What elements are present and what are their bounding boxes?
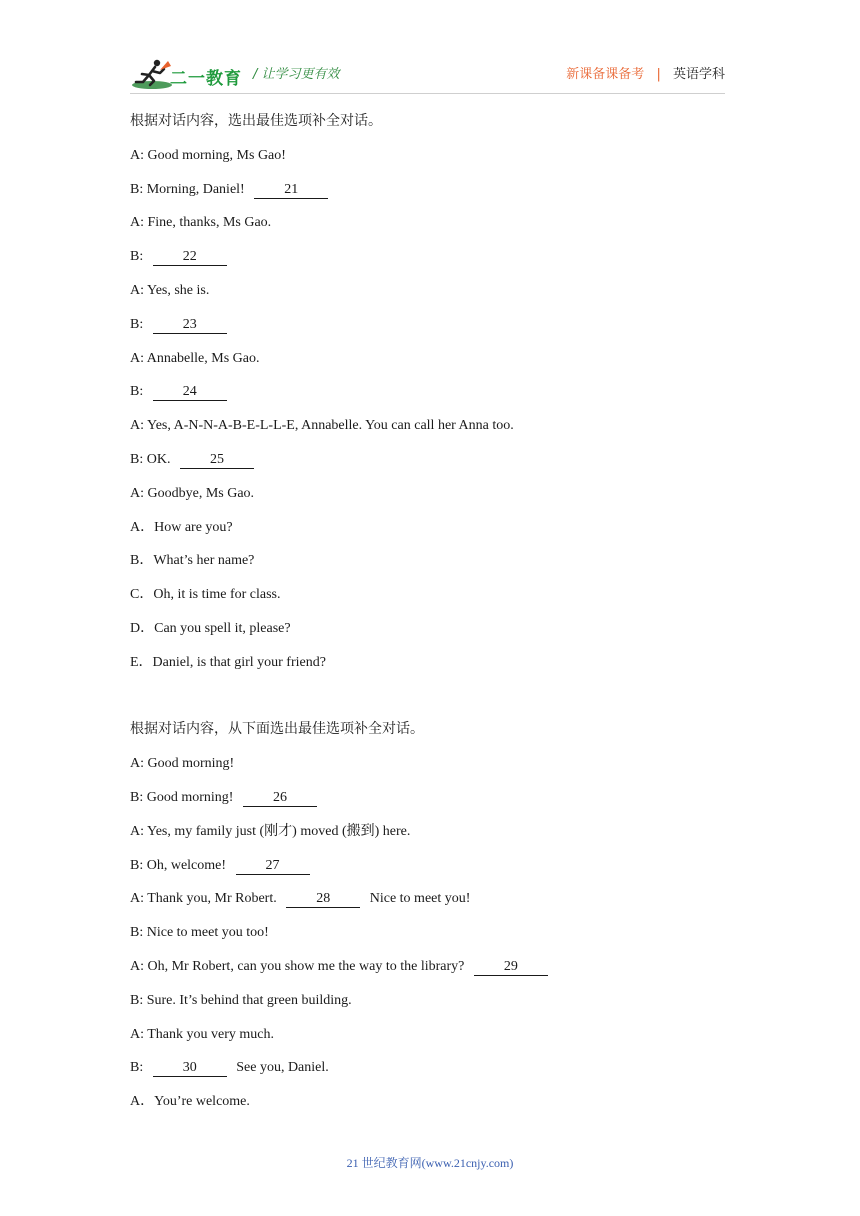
answer-blank: 24	[153, 384, 227, 401]
dialogue-text: B: Morning, Daniel!	[130, 181, 245, 197]
dialogue-text: B: Good morning!	[130, 789, 234, 805]
dialogue-text: A: Yes, A-N-N-A-B-E-L-L-E, Annabelle. You can call her Anna too.	[130, 418, 514, 434]
dialogue-text-after: Nice to meet you!	[369, 891, 471, 907]
header-course-label: 新课备课备考	[566, 67, 645, 82]
dialogue-text: B:	[130, 316, 144, 332]
dialogue-line	[130, 754, 730, 788]
dialogue-line	[130, 856, 730, 890]
dialogue-line	[130, 822, 730, 856]
dialogue-text: A: Thank you, Mr Robert.	[130, 891, 277, 907]
answer-blank: 23	[153, 317, 227, 334]
answer-blank: 25	[180, 452, 254, 469]
dialogue-text: A: Annabelle, Ms Gao.	[130, 350, 260, 366]
dialogue-line	[130, 315, 730, 349]
dialogue-line	[130, 889, 730, 923]
dialogue-line	[130, 146, 730, 180]
answer-blank: 30	[153, 1060, 227, 1077]
document-body	[130, 112, 730, 1126]
dialogue-line	[130, 450, 730, 484]
dialogue-section-2	[130, 720, 730, 1126]
answer-blank: 27	[236, 858, 310, 875]
dialogue-line	[130, 281, 730, 315]
dialogue-line	[130, 1025, 730, 1059]
answer-option: D．Can you spell it, please?	[130, 620, 291, 636]
header-subject: 英语学科	[672, 67, 725, 82]
dialogue-line	[130, 957, 730, 991]
page-header	[130, 56, 725, 92]
dialogue-section-1	[130, 112, 730, 687]
header-divider	[130, 93, 725, 94]
dialogue-line	[130, 1058, 730, 1092]
dialogue-line	[130, 180, 730, 214]
dialogue-text: A: Good morning!	[130, 756, 235, 772]
answer-option: A．You’re welcome.	[130, 1094, 250, 1110]
dialogue-text: B: Sure. It’s behind that green building.	[130, 992, 352, 1008]
section-spacer	[130, 687, 730, 721]
brand-logo	[130, 58, 250, 90]
dialogue-text: B: OK.	[130, 451, 171, 467]
dialogue-text: A: Yes, my family just (刚才) moved (搬到) here.	[130, 823, 411, 839]
answer-blank: 28	[286, 891, 360, 908]
dialogue-line	[130, 247, 730, 281]
section-instruction: 根据对话内容，选出最佳选项补全对话。	[130, 114, 382, 129]
dialogue-text: A: Thank you very much.	[130, 1026, 274, 1042]
answer-option: B．What’s her name?	[130, 553, 255, 569]
runner-logo-icon	[130, 58, 174, 90]
header-right	[566, 63, 725, 82]
section-instruction: 根据对话内容，从下面选出最佳选项补全对话。	[130, 722, 424, 738]
dialogue-text: B:	[130, 1060, 144, 1076]
dialogue-line	[130, 349, 730, 383]
dialogue-text: A: Oh, Mr Robert, can you show me the way to the library?	[130, 958, 465, 974]
dialogue-text: A: Yes, she is.	[130, 282, 210, 298]
dialogue-text: A: Goodbye, Ms Gao.	[130, 485, 255, 501]
header-slogan: / 让学习更有效	[253, 67, 340, 82]
dialogue-line	[130, 416, 730, 450]
dialogue-text-after: See you, Daniel.	[236, 1060, 329, 1076]
dialogue-line	[130, 788, 730, 822]
dialogue-text: A: Good morning, Ms Gao!	[130, 147, 286, 163]
answer-blank: 29	[474, 959, 548, 976]
dialogue-line	[130, 213, 730, 247]
answer-option: E．Daniel, is that girl your friend?	[130, 654, 326, 670]
dialogue-text: B:	[130, 249, 144, 265]
answer-blank: 26	[243, 790, 317, 807]
logo-text: 二一教育	[170, 69, 242, 89]
answer-blank: 21	[254, 182, 328, 199]
dialogue-line	[130, 382, 730, 416]
dialogue-text: B:	[130, 384, 144, 400]
header-separator: |	[656, 67, 661, 82]
dialogue-line	[130, 991, 730, 1025]
dialogue-text: B: Oh, welcome!	[130, 857, 227, 873]
answer-blank: 22	[153, 249, 227, 266]
dialogue-text: A: Fine, thanks, Ms Gao.	[130, 215, 272, 231]
dialogue-text: B: Nice to meet you too!	[130, 925, 269, 941]
answer-option: C．Oh, it is time for class.	[130, 587, 281, 603]
dialogue-line	[130, 923, 730, 957]
page-footer: 21 世纪教育网(www.21cnjy.com)	[346, 1156, 514, 1170]
answer-option: A．How are you?	[130, 519, 233, 535]
dialogue-line	[130, 484, 730, 518]
